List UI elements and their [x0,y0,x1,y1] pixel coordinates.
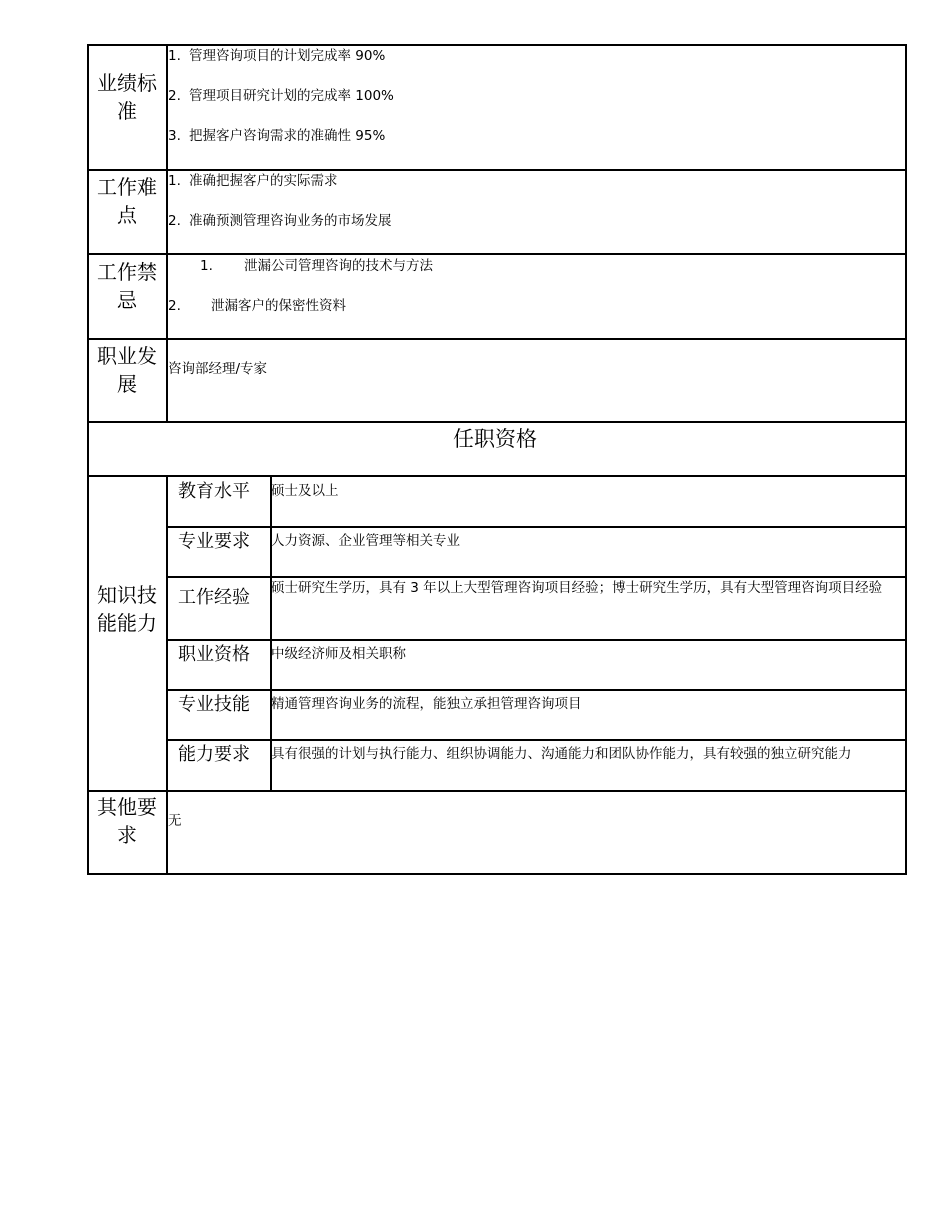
knowledge-row-text: 人力资源、企业管理等相关专业 [271,533,460,549]
knowledge-row-text: 硕士及以上 [271,483,339,499]
taboo-item-text: 泄漏客户的保密性资料 [211,298,346,314]
row-divider [87,338,907,340]
row-divider [166,526,907,528]
row-divider [87,790,907,792]
difficulty-label: 工作难点 [97,175,157,227]
knowledge-row-label: 能力要求 [178,744,250,765]
qualification-header: 任职资格 [453,427,537,451]
taboo-item-text: 泄漏公司管理咨询的技术与方法 [244,258,433,274]
performance-item-num: 2. [168,88,181,104]
row-divider [87,169,907,171]
career-label: 职业发展 [97,344,157,396]
knowledge-row-label: 专业要求 [178,531,250,552]
row-divider [87,421,907,423]
difficulty-item-text: 准确预测管理咨询业务的市场发展 [189,213,392,229]
knowledge-row-text: 硕士研究生学历，具有 3 年以上大型管理咨询项目经验；博士研究生学历，具有大型管理咨询项目经验 [271,580,883,596]
table-border [87,44,907,46]
knowledge-row-text: 具有很强的计划与执行能力、组织协调能力、沟通能力和团队协作能力，具有较强的独立研究能力 [271,746,852,762]
difficulty-item-num: 2. [168,213,181,229]
knowledge-label: 知识技能能力 [97,583,157,635]
knowledge-row-label: 教育水平 [178,481,250,502]
row-divider [87,253,907,255]
other-label: 其他要求 [97,795,157,847]
performance-item-num: 1. [168,48,181,64]
row-divider [166,576,907,578]
table-border [87,873,907,875]
row-divider [166,739,907,741]
taboo-label: 工作禁忌 [97,260,157,312]
knowledge-row-label: 职业资格 [178,644,250,665]
difficulty-item-num: 1. [168,173,181,189]
performance-item-text: 管理咨询项目的计划完成率 90% [189,48,386,64]
performance-label: 业绩标准 [97,71,157,123]
knowledge-row-label: 工作经验 [178,587,250,608]
performance-item-text: 管理项目研究计划的完成率 100% [189,88,394,104]
taboo-item-num: 2. [168,298,181,314]
column-divider [270,475,272,791]
career-text: 咨询部经理/专家 [168,361,268,377]
performance-item-text: 把握客户咨询需求的准确性 95% [189,128,386,144]
row-divider [87,475,907,477]
row-divider [166,639,907,641]
knowledge-row-text: 中级经济师及相关职称 [271,646,406,662]
knowledge-row-label: 专业技能 [178,694,250,715]
other-text: 无 [168,813,182,829]
knowledge-row-text: 精通管理咨询业务的流程，能独立承担管理咨询项目 [271,696,582,712]
row-divider [166,689,907,691]
taboo-item-num: 1. [200,258,213,274]
performance-item-num: 3. [168,128,181,144]
difficulty-item-text: 准确把握客户的实际需求 [189,173,338,189]
